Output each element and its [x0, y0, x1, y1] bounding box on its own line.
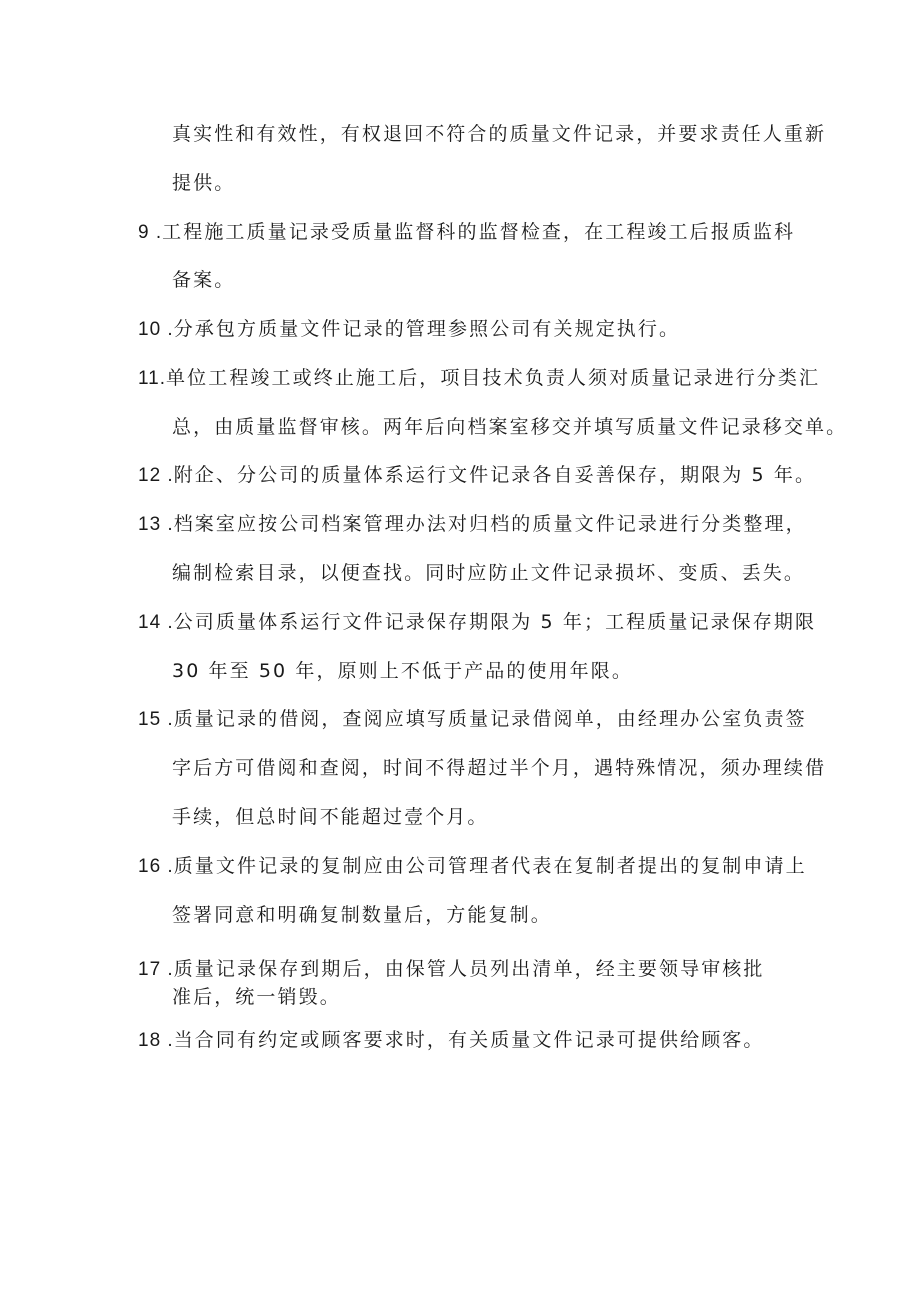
item-number: 18 . [138, 1030, 174, 1051]
item-number: 12 . [138, 465, 174, 486]
list-item-14: 14 .公司质量体系运行文件记录保存期限为 5 年；工程质量记录保存期限 [138, 611, 817, 633]
paragraph-line: 备案。 [172, 269, 236, 291]
list-item-17: 17 .质量记录保存到期后，由保管人员列出清单，经主要领导审核批 [138, 958, 765, 980]
item-number: 11. [138, 368, 167, 389]
list-item-9: 9 .工程施工质量记录受质量监督科的监督检查，在工程竣工后报质监科 [138, 221, 796, 243]
item-number: 9 . [138, 222, 163, 243]
list-item-10: 10 .分承包方质量文件记录的管理参照公司有关规定执行。 [138, 318, 681, 340]
list-item-16: 16 .质量文件记录的复制应由公司管理者代表在复制者提出的复制申请上 [138, 855, 807, 877]
list-item-18: 18 .当合同有约定或顾客要求时，有关质量文件记录可提供给顾客。 [138, 1029, 765, 1051]
list-item-12: 12 .附企、分公司的质量体系运行文件记录各自妥善保存，期限为 5 年。 [138, 464, 817, 486]
item-number: 15 . [138, 709, 174, 730]
paragraph-line: 总，由质量监督审核。两年后向档案室移交并填写质量文件记录移交单。 [172, 416, 848, 438]
item-number: 13 . [138, 514, 174, 535]
paragraph-line: 提供。 [172, 172, 236, 194]
list-item-13: 13 .档案室应按公司档案管理办法对归档的质量文件记录进行分类整理， [138, 513, 807, 535]
item-number: 14 . [138, 612, 174, 633]
item-number: 16 . [138, 856, 174, 877]
paragraph-line: 准后，统一销毁。 [172, 986, 341, 1008]
item-number: 17 . [138, 959, 174, 980]
paragraph-line: 真实性和有效性，有权退回不符合的质量文件记录，并要求责任人重新 [172, 123, 827, 145]
paragraph-line: 签署同意和明确复制数量后，方能复制。 [172, 904, 552, 926]
paragraph-line: 字后方可借阅和查阅，时间不得超过半个月，遇特殊情况，须办理续借 [172, 757, 827, 779]
list-item-11: 11.单位工程竣工或终止施工后，项目技术负责人须对质量记录进行分类汇 [138, 367, 821, 389]
list-item-15: 15 .质量记录的借阅，查阅应填写质量记录借阅单，由经理办公室负责签 [138, 708, 807, 730]
paragraph-line: 30 年至 50 年，原则上不低于产品的使用年限。 [172, 660, 633, 682]
paragraph-line: 编制检索目录，以便查找。同时应防止文件记录损坏、变质、丢失。 [172, 562, 806, 584]
item-number: 10 . [138, 319, 174, 340]
paragraph-line: 手续，但总时间不能超过壹个月。 [172, 806, 489, 828]
